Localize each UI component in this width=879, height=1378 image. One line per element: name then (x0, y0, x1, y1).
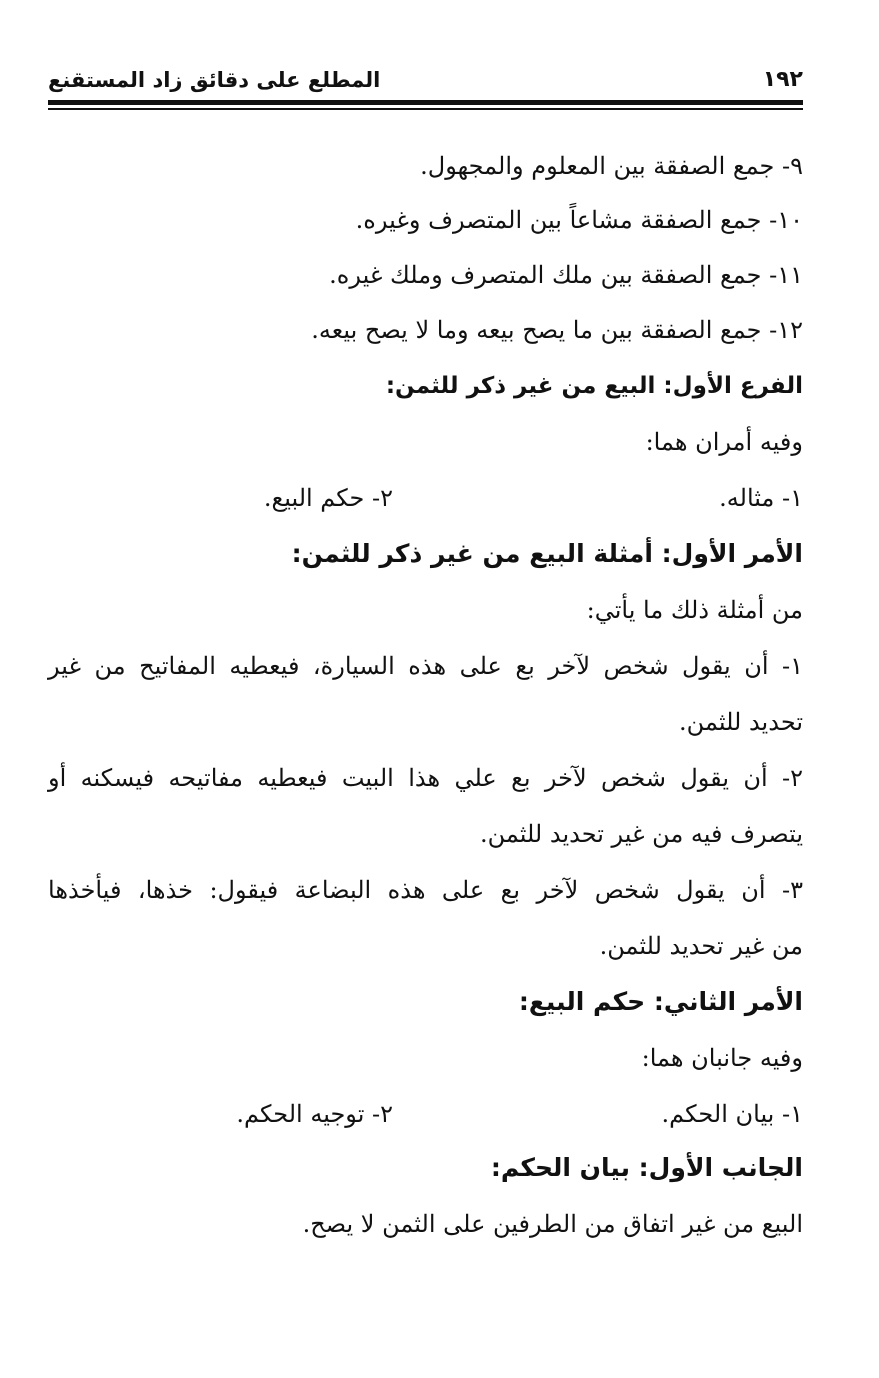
paragraph-line: من غير تحديد للثمن. (599, 932, 803, 960)
paragraph-line: تحديد للثمن. (679, 708, 803, 736)
page-number: ١٩٢ (762, 67, 803, 92)
list-item: ١٢- جمع الصفقة بين ما يصح بيعه وما لا يصح بيعه. (311, 316, 803, 344)
list-item: ١- بيان الحكم. (661, 1100, 803, 1128)
two-column-list (48, 478, 803, 518)
list-item: ١- مثاله. (719, 484, 803, 512)
section-heading: الفرع الأول: البيع من غير ذكر للثمن: (385, 373, 803, 399)
header-rule-thin (48, 108, 803, 110)
list-item: ٩- جمع الصفقة بين المعلوم والمجهول. (420, 152, 803, 180)
list-item: ٢- حكم البيع. (263, 484, 393, 512)
paragraph-line: ٢- أن يقول شخص لآخر بع علي هذا البيت فيعطيه مفاتيحه فيسكنه أو (48, 764, 803, 792)
section-heading: الأمر الثاني: حكم البيع: (518, 987, 803, 1016)
running-title: المطلع على دقائق زاد المستقنع (48, 68, 381, 92)
paragraph: وفيه جانبان هما: (641, 1044, 803, 1072)
list-item: ١٠- جمع الصفقة مشاعاً بين المتصرف وغيره. (355, 206, 803, 234)
list-item: ١١- جمع الصفقة بين ملك المتصرف وملك غيره. (329, 261, 803, 289)
two-column-list (48, 1094, 803, 1134)
header-rule-thick (48, 100, 803, 105)
section-heading: الأمر الأول: أمثلة البيع من غير ذكر للثمن: (291, 539, 803, 568)
page-header (48, 64, 803, 96)
paragraph-line: ١- أن يقول شخص لآخر بع على هذه السيارة، فيعطيه المفاتيح من غير (48, 652, 803, 680)
paragraph-line: ٣- أن يقول شخص لآخر بع على هذه البضاعة فيقول: خذها، فيأخذها (48, 876, 803, 904)
list-item: ٢- توجيه الحكم. (236, 1100, 393, 1128)
paragraph-line: يتصرف فيه من غير تحديد للثمن. (479, 820, 803, 848)
paragraph: وفيه أمران هما: (645, 428, 803, 456)
paragraph: البيع من غير اتفاق من الطرفين على الثمن لا يصح. (302, 1210, 803, 1238)
paragraph: من أمثلة ذلك ما يأتي: (586, 596, 803, 624)
section-heading: الجانب الأول: بيان الحكم: (490, 1153, 803, 1182)
